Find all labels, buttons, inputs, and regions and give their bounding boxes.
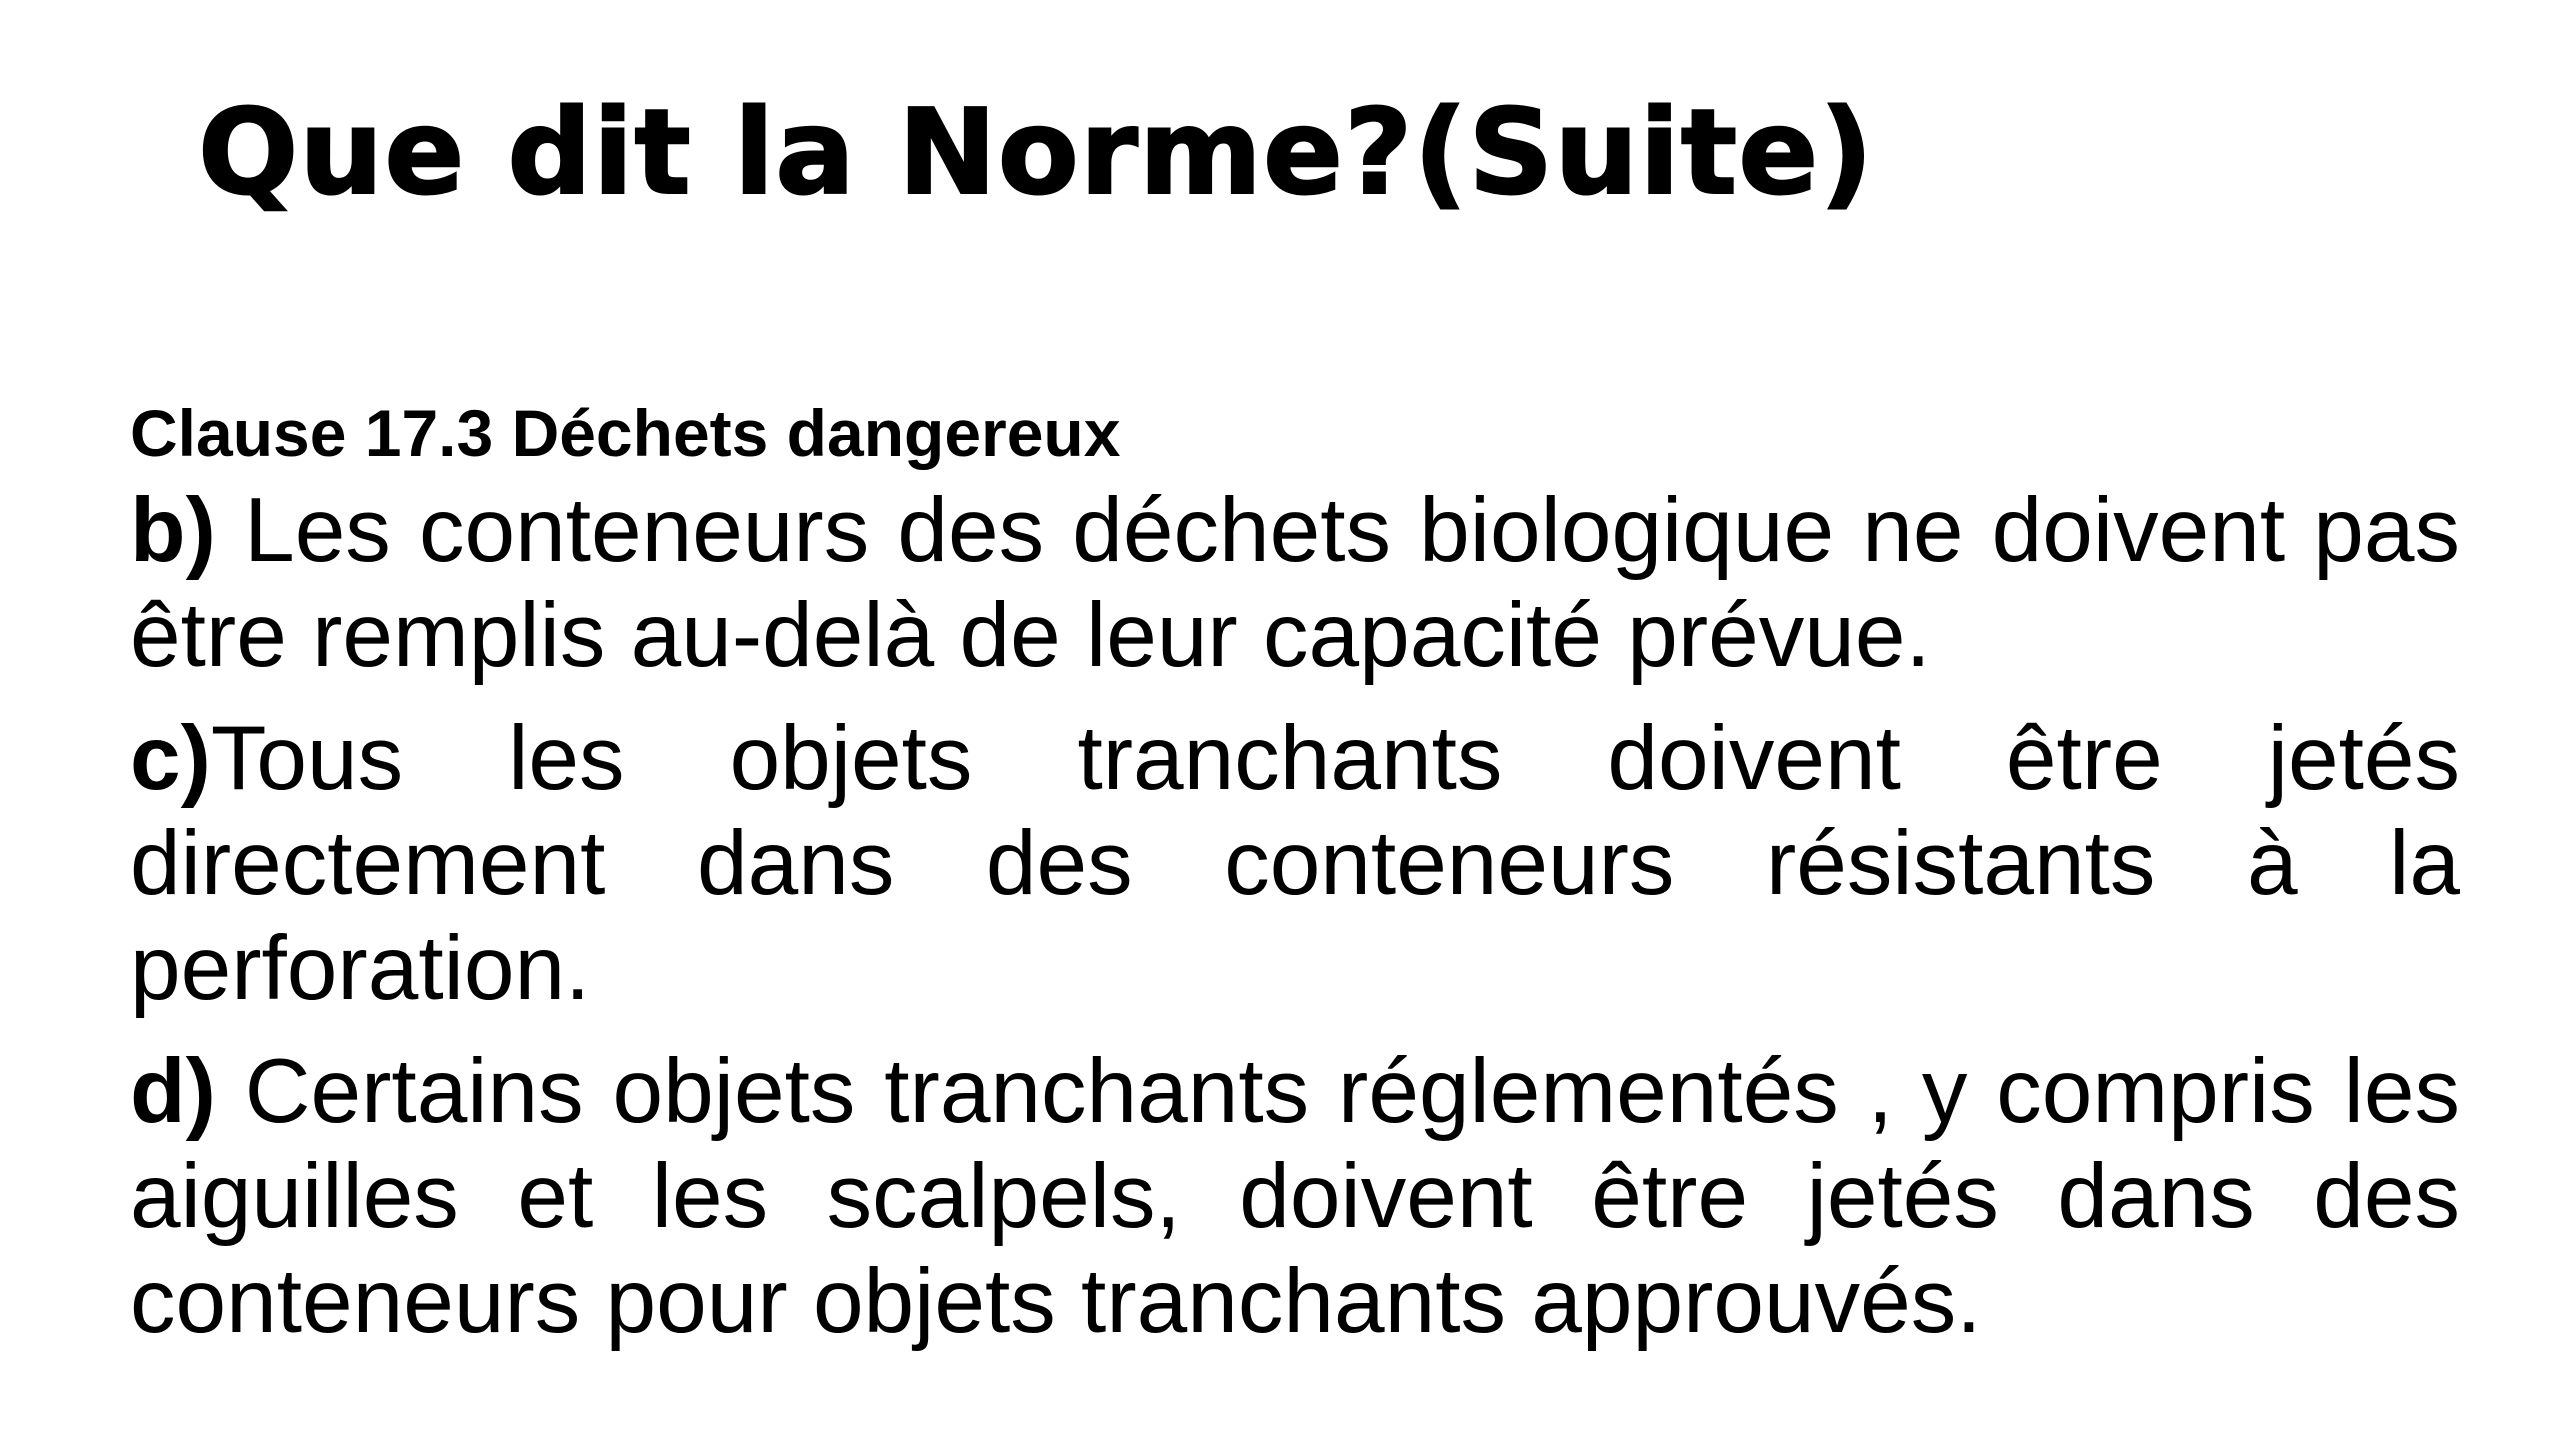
item-text: Les conteneurs des déchets biologique ne doivent pas être remplis au-delà de leur capacité prévue. [130,480,2460,686]
item-letter: b) [130,480,216,581]
item-separator [216,480,244,581]
clause-item-c [130,706,2460,1021]
item-text: Tous les objets tranchants doivent être jetés directement dans des conteneurs résistants à la perforation. [130,708,2460,1019]
item-text: Certains objets tranchants réglementés , y compris les aiguilles et les scalpels, doivent être jetés dans des conteneurs pour objets tranchants approuvés. [130,1041,2460,1352]
clause-item-d [130,1039,2460,1354]
item-separator [216,1041,245,1142]
item-letter: c) [130,708,211,809]
slide-title: Que dit la Norme?(Suite) [198,83,1875,221]
item-letter: d) [130,1041,216,1142]
clause-item-b [130,478,2460,688]
slide-body [130,388,2460,1372]
clause-heading: Clause 17.3 Déchets dangereux [130,396,1121,470]
